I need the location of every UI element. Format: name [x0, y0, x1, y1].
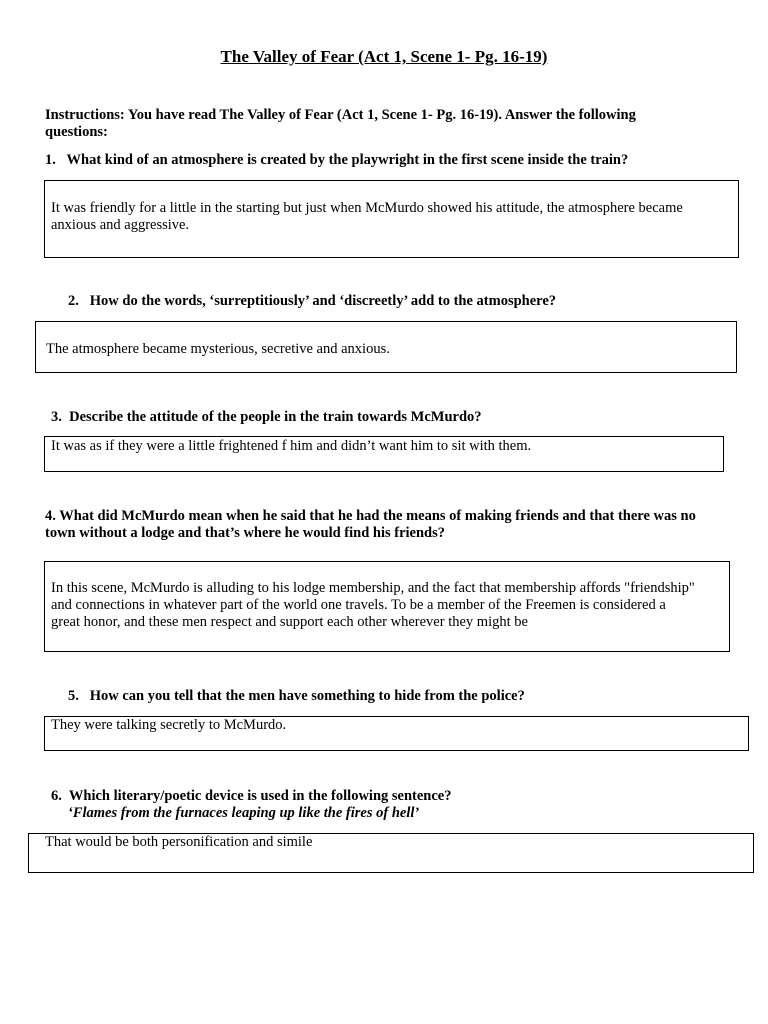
answer-4-line-2: and connections in whatever part of the world one travels. To be a member of the Freemen is considered a: [51, 597, 666, 613]
answer-1-line-2: anxious and aggressive.: [51, 217, 190, 233]
question-4-text-line-2: town without a lodge and that’s where he would find his friends?: [45, 525, 446, 541]
answer-4-line-1: In this scene, McMurdo is alluding to his lodge membership, and the fact that membership affords "friendship": [51, 580, 695, 596]
question-5-number: 5.: [68, 688, 79, 704]
question-6-text: Which literary/poetic device is used in the following sentence?: [68, 788, 452, 804]
instructions: [45, 107, 636, 141]
question-1-text: What kind of an atmosphere is created by the playwright in the first scene inside the train?: [66, 152, 629, 168]
page-title: The Valley of Fear (Act 1, Scene 1- Pg. 16-19): [220, 47, 548, 66]
answer-3: It was as if they were a little frightened f him and didn’t want him to sit with them.: [51, 438, 532, 454]
question-5-text: How can you tell that the men have something to hide from the police?: [89, 688, 525, 704]
instructions-line-2: questions:: [45, 124, 108, 140]
question-3-number: 3.: [51, 409, 62, 425]
answer-1: [51, 200, 683, 234]
answer-5: They were talking secretly to McMurdo.: [51, 717, 287, 733]
answer-2: The atmosphere became mysterious, secretive and anxious.: [46, 341, 390, 357]
question-2-text: How do the words, ‘surreptitiously’ and ‘discreetly’ add to the atmosphere?: [89, 293, 557, 309]
question-6-quote: ‘Flames from the furnaces leaping up like the fires of hell’: [68, 805, 420, 821]
question-5: [68, 688, 525, 705]
instructions-line-1: Instructions: You have read The Valley of Fear (Act 1, Scene 1- Pg. 16-19). Answer the following: [45, 107, 636, 123]
question-2: [68, 293, 556, 310]
question-4: [45, 508, 696, 542]
question-1: [45, 152, 628, 169]
question-6-number: 6.: [51, 788, 62, 804]
question-4-line-1: [45, 508, 696, 525]
answer-6: That would be both personification and simile: [45, 834, 313, 850]
answer-1-line-1: It was friendly for a little in the starting but just when McMurdo showed his attitude, the atmosphere became: [51, 200, 683, 216]
question-6: [51, 788, 451, 822]
question-1-number: 1.: [45, 152, 56, 168]
question-4-number: 4.: [45, 508, 56, 524]
question-4-text-line-1: What did McMurdo mean when he said that he had the means of making friends and that there was no: [59, 508, 696, 524]
question-2-number: 2.: [68, 293, 79, 309]
question-6-line: [51, 788, 451, 805]
question-3: [51, 409, 482, 426]
answer-4-line-3: great honor, and these men respect and support each other wherever they might be: [51, 614, 528, 630]
question-3-text: Describe the attitude of the people in the train towards McMurdo?: [69, 409, 482, 425]
answer-4: [51, 580, 695, 631]
